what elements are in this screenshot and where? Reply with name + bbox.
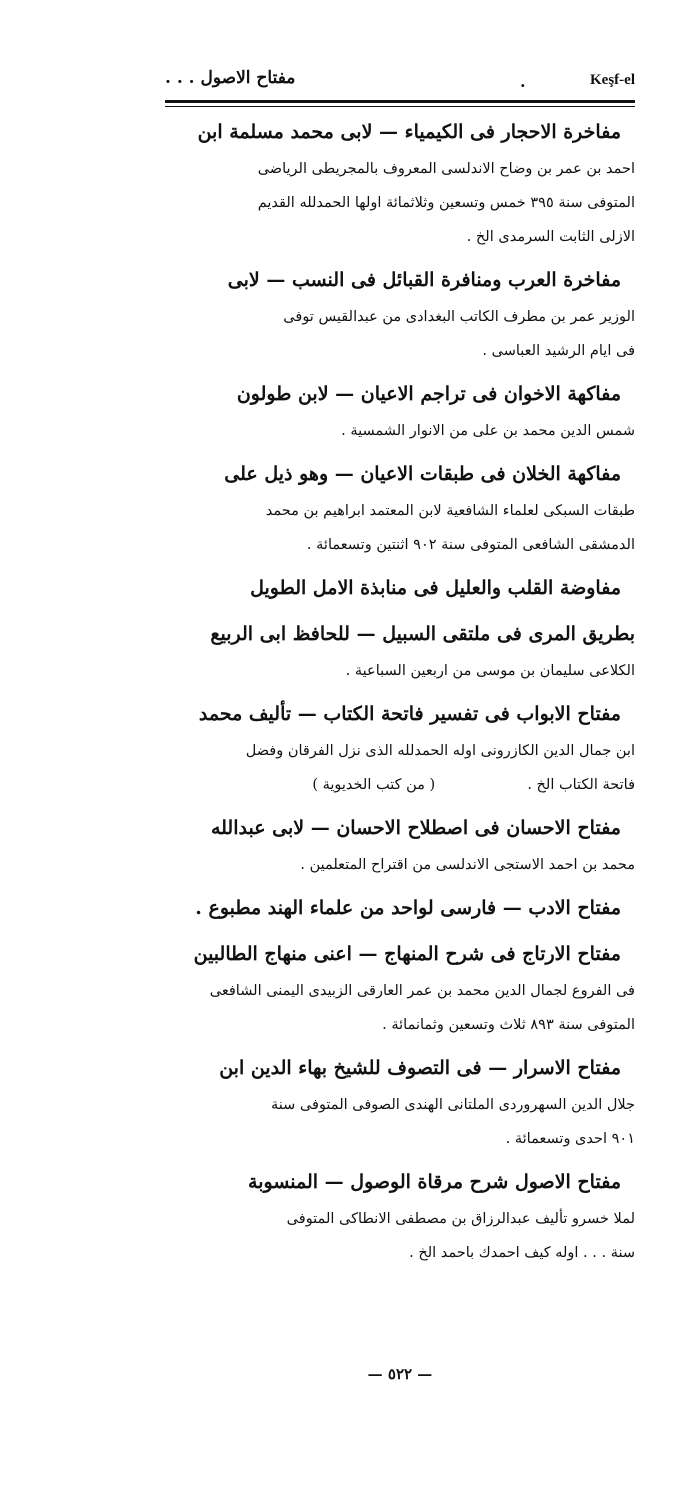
entry-7 bbox=[165, 694, 635, 802]
entry-6-line-1: بطريق المرى فى ملتقى السبيل — للحافظ ابى الربيع bbox=[210, 623, 635, 645]
running-header bbox=[165, 62, 635, 98]
entry-7-line-2: ابن جمال الدين الكازرونى اوله الحمدلله الذى نزل الفرقان وفضل bbox=[245, 743, 635, 759]
entry-1-line-4: الازلى الثابت السرمدى الخ . bbox=[466, 229, 635, 245]
entry-11-line-1: مفتاح الاسرار — فى التصوف للشيخ بهاء الدين ابن bbox=[219, 1057, 621, 1079]
entry-12-line-1: مفتاح الاصول شرح مرقاة الوصول — المنسوبة bbox=[248, 1171, 621, 1193]
entry-10-line-1: مفتاح الارتاج فى شرح المنهاج — اعنى منهاج الطالبين bbox=[193, 943, 621, 965]
entry-3-line-1: مفاكهة الاخوان فى تراجم الاعيان — لابن طولون bbox=[236, 383, 621, 405]
entry-5-line-1: مفاوضة القلب والعليل فى منابذة الامل الطويل bbox=[250, 577, 621, 599]
entry-9 bbox=[165, 888, 635, 928]
entry-1 bbox=[165, 112, 635, 254]
entry-3 bbox=[165, 374, 635, 448]
entry-7-line-1: مفتاح الابواب فى تفسير فاتحة الكتاب — تأليف محمد bbox=[198, 703, 621, 725]
entry-12-line-2: لملا خسرو تأليف عبدالرزاق بن مصطفى الانطاكى المتوفى bbox=[286, 1211, 635, 1227]
page-number: — ٥٢٢ — bbox=[367, 1365, 433, 1383]
header-rule-thin bbox=[165, 106, 635, 107]
entry-8 bbox=[165, 808, 635, 882]
entry-4-line-3: الدمشقى الشافعى المتوفى سنة ٩٠٢ اثنتين وتسعمائة . bbox=[306, 537, 635, 553]
entry-11-line-3: ٩٠١ احدى وتسعمائة . bbox=[505, 1131, 635, 1147]
entry-6-line-2: الكلاعى سليمان بن موسى من اربعين السباعية . bbox=[345, 663, 635, 679]
entry-7-line-3: فاتحة الكتاب الخ . ( من كتب الخديوية ) bbox=[312, 777, 635, 793]
entry-9-line-1: مفتاح الادب — فارسى لواحد من علماء الهند مطبوع . bbox=[195, 897, 621, 919]
header-latin-label: Keşf-el bbox=[590, 72, 635, 88]
entry-6 bbox=[165, 614, 635, 688]
entry-2-line-2: الوزير عمر بن مطرف الكاتب البغدادى من عبدالقيس توفى bbox=[283, 309, 635, 325]
header-separator: . bbox=[520, 72, 526, 91]
entry-11 bbox=[165, 1048, 635, 1156]
entry-5 bbox=[165, 568, 635, 608]
entry-10-line-2: فى الفروع لجمال الدين محمد بن عمر العارقى الزبيدى اليمنى الشافعى bbox=[209, 983, 635, 999]
entry-12 bbox=[165, 1162, 635, 1270]
entry-10-line-3: المتوفى سنة ٨٩٣ ثلاث وتسعين وثمانمائة . bbox=[382, 1017, 635, 1033]
entry-11-line-2: جلال الدين السهروردى الملتانى الهندى الصوفى المتوفى سنة bbox=[271, 1097, 635, 1113]
entry-4-line-2: طبقات السبكى لعلماء الشافعية لابن المعتمد ابراهيم بن محمد bbox=[265, 503, 635, 519]
entry-12-line-3: سنة . . . اوله كيف احمدك باحمد الخ . bbox=[409, 1245, 635, 1261]
entry-8-line-2: محمد بن احمد الاستجى الاندلسى من اقتراح المتعلمين . bbox=[300, 857, 635, 873]
entry-4-line-1: مفاكهة الخلان فى طبقات الاعيان — وهو ذيل على bbox=[224, 463, 621, 485]
entry-8-line-1: مفتاح الاحسان فى اصطلاح الاحسان — لابى عبدالله bbox=[210, 817, 621, 839]
entry-1-line-3: المتوفى سنة ٣٩٥ خمس وتسعين وثلاثمائة اولها الحمدلله القديم bbox=[257, 195, 635, 211]
entry-4 bbox=[165, 454, 635, 562]
entry-2-line-3: فى ايام الرشيد العباسى . bbox=[482, 343, 635, 359]
bibliography-entries bbox=[165, 112, 635, 1276]
header-arabic-title: مفتاح الاصول . . . bbox=[165, 68, 296, 88]
entry-10 bbox=[165, 934, 635, 1042]
entry-1-line-2: احمد بن عمر بن وضاح الاندلسى المعروف بالمجريطى الرياضى bbox=[257, 161, 635, 177]
header-rule-thick bbox=[165, 100, 635, 103]
entry-3-line-2: شمس الدين محمد بن على من الانوار الشمسية . bbox=[341, 423, 635, 439]
entry-1-line-1: مفاخرة الاحجار فى الكيمياء — لابى محمد مسلمة ابن bbox=[197, 121, 621, 143]
entry-2 bbox=[165, 260, 635, 368]
entry-2-line-1: مفاخرة العرب ومنافرة القبائل فى النسب — لابى bbox=[227, 269, 621, 291]
